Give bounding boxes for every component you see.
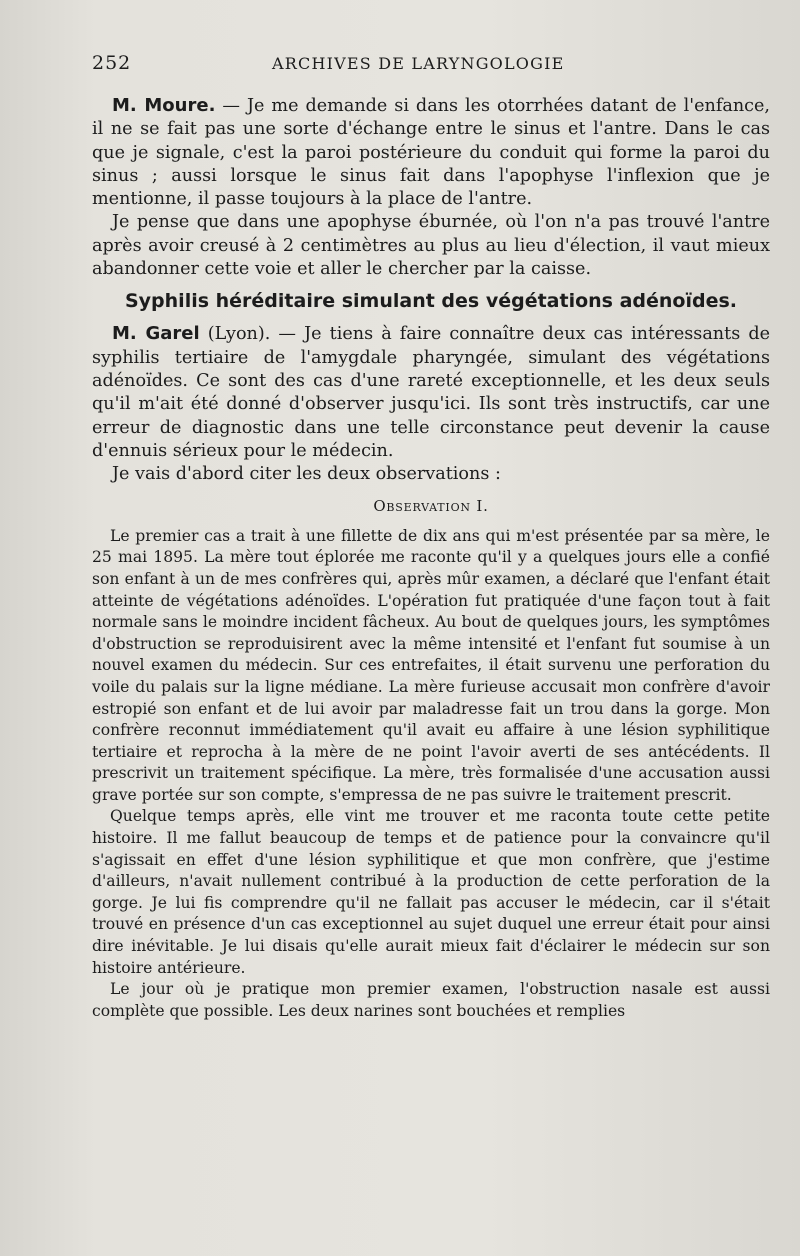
speaker-garel: M. Garel [112, 323, 200, 345]
paragraph-garel-2: Je vais d'abord citer les deux observations : [112, 464, 501, 485]
running-head: ARCHIVES DE LARYNGOLOGIE [272, 54, 565, 73]
moure-text-1: — Je me demande si dans les otorrhées datant de l'enfance, il ne se fait pas une sorte d'échange entre le sinus et l'antre. Dans le cas que je signale, c'est la paroi postérieure du conduit qui forme la paroi du sinus ; aussi lorsque le sinus fait dans l'apophyse l'inflexion que je mentionne, il passe toujours à la place de l'antre. [92, 96, 771, 210]
paragraph-moure-1 [92, 94, 770, 211]
speaker-moure: M. Moure. [112, 95, 216, 116]
observation-text [92, 526, 770, 1023]
main-text [92, 94, 770, 1022]
observation-paragraph-1: Le premier cas a trait à une fillette de dix ans qui m'est présentée par sa mère, le 25 mai 1895. La mère tout éplorée me raconte qu'il y a quelques jours elle a confié son enfant à un de mes confrères qui, après mûr examen, a déclaré que l'enfant était atteinte de végétations adénoïdes. L'opération fut pratiquée d'une façon tout à fait normale sans le moindre incident fâcheux. Au bout de quelques jours, les symptômes d'obstruction se reproduisirent avec la même intensité et l'enfant fut soumise à un nouvel examen du médecin. Sur ces entrefaites, il était survenu une perforation du voile du palais sur la ligne médiane. La mère furieuse accusait mon confrère d'avoir estropié son enfant et de lui avoir par maladresse fait un trou dans la gorge. Mon confrère reconnut immédiatement qu'il avait eu affaire à une lésion syphilitique tertiaire et reprocha à la mère de ne point l'avoir averti de ses antécédents. Il prescrivit un traitement spécifique. La mère, très formalisée d'une accusation aussi grave portée sur son compte, s'empressa de ne pas suivre le traitement prescrit. [92, 526, 770, 804]
paragraph-garel-1 [92, 322, 770, 463]
observation-paragraph-2: Quelque temps après, elle vint me trouver et me raconta toute cette petite histoire. Il me fallut beaucoup de temps et de patience pour la convaincre qu'il s'agissait en effet d'une lésion syphilitique et que mon confrère, que j'estime d'ailleurs, n'avait nullement contribué à la production de cette perforation de la gorge. Je lui fis comprendre qu'il ne fallait pas accuser le médecin, car il s'était trouvé en présence d'un cas exceptionnel au sujet duquel une erreur était pour ainsi dire inévitable. Je lui disais qu'elle aurait mieux fait d'éclairer le médecin sur son histoire antérieure. [92, 807, 770, 977]
page-number: 252 [92, 52, 132, 74]
observation-paragraph-3: Le jour où je pratique mon premier examen, l'obstruction nasale est aussi complète que possible. Les deux narines sont bouchées et remplies [92, 980, 770, 1020]
section-title: Syphilis héréditaire simulant des végétations adénoïdes. [124, 290, 738, 313]
garel-text-1: (Lyon). — Je tiens à faire connaître deux cas intéressants de syphilis tertiaire de l'amygdale pharyngée, simulant des végétations adénoïdes. Ce sont des cas d'une rareté exceptionnelle, et les deux seuls qu'il m'ait été donné d'observer jusqu'ici. Ils sont très instructifs, car une erreur de diagnostic dans une telle circonstance peut devenir la cause d'ennuis sérieux pour le médecin. [92, 324, 770, 461]
paragraph-moure-2: Je pense que dans une apophyse éburnée, où l'on n'a pas trouvé l'antre après avoir creusé à 2 centimètres au plus au lieu d'élection, il vaut mieux abandonner cette voie et aller le chercher par la caisse. [92, 212, 770, 280]
observation-title: Observation I. [373, 497, 489, 516]
page-header [92, 46, 770, 80]
